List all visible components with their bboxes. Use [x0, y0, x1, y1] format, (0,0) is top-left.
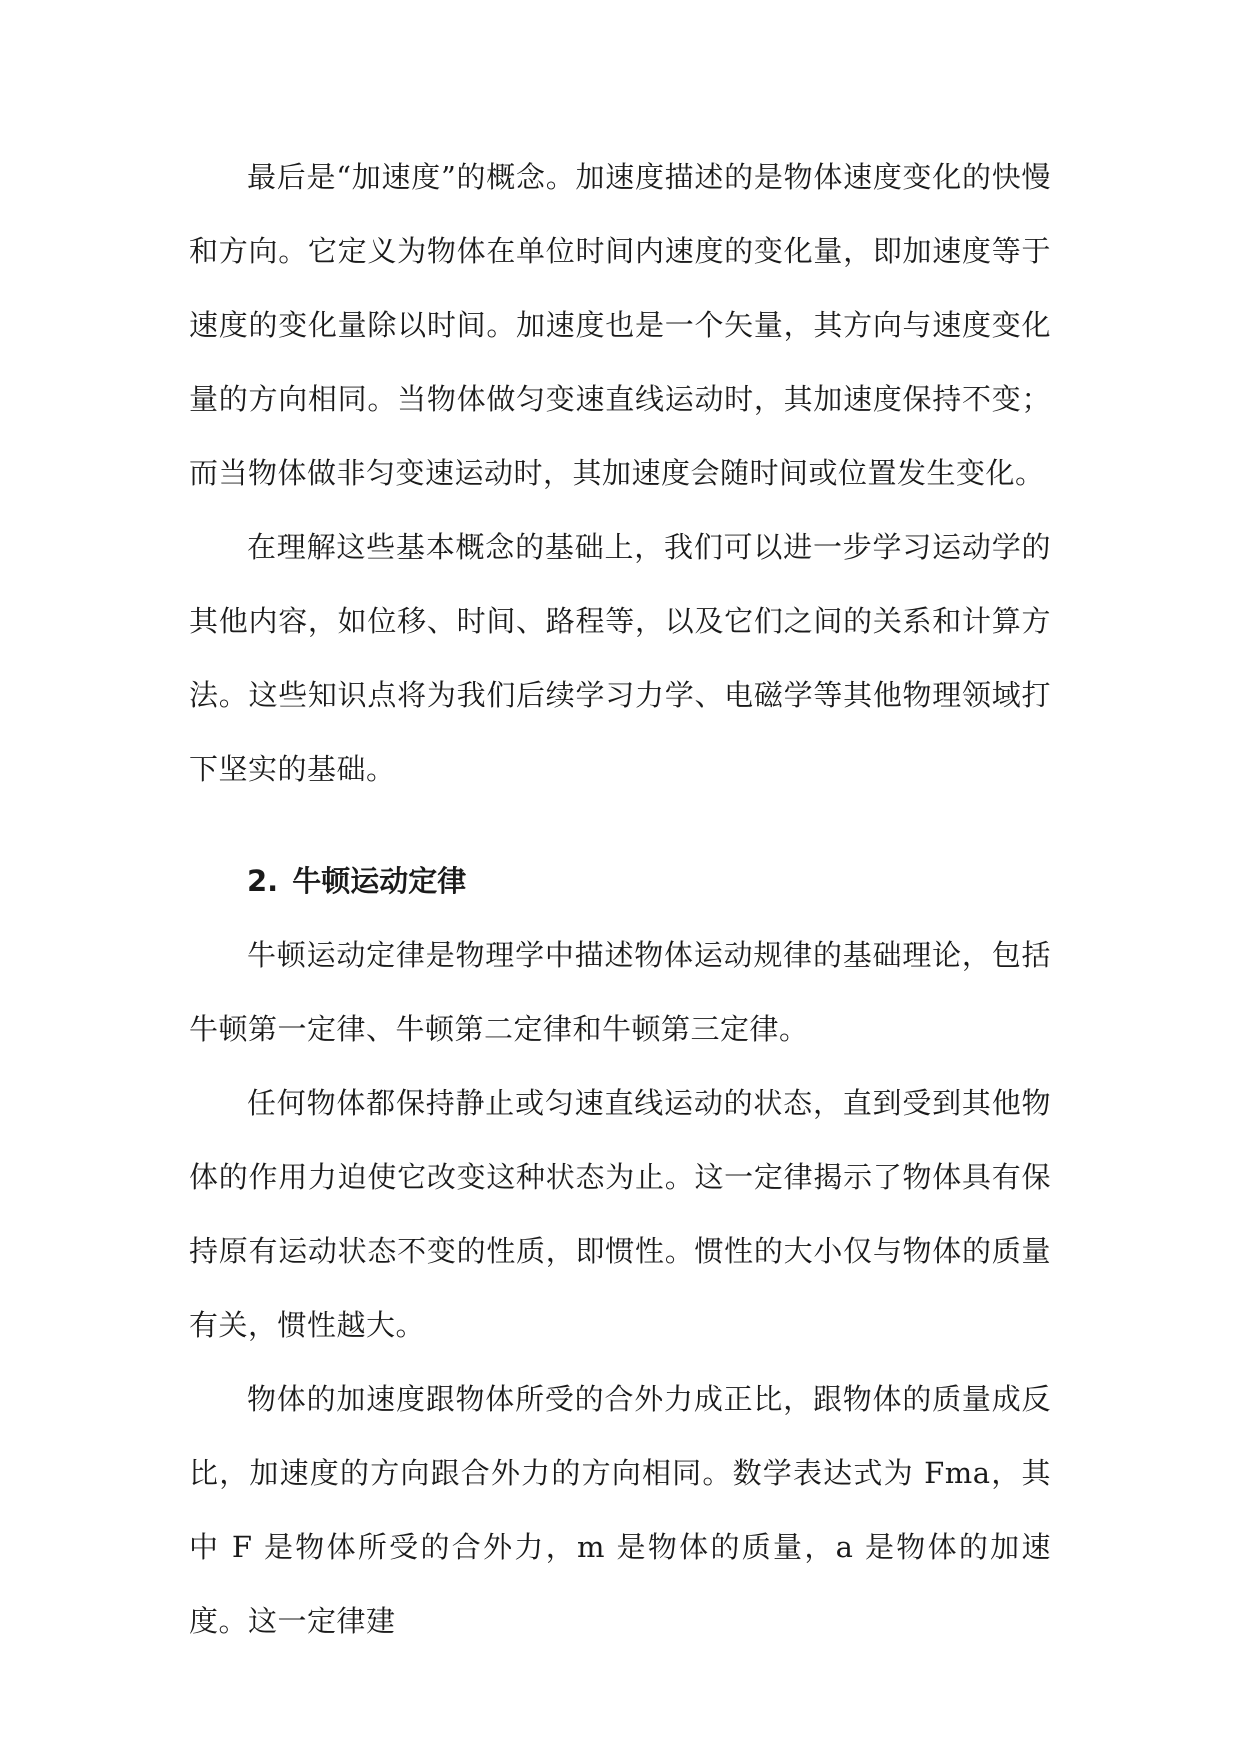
- section-title: 牛顿运动定律: [292, 864, 467, 898]
- paragraph-kinematics-summary: 在理解这些基本概念的基础上，我们可以进一步学习运动学的其他内容，如位移、时间、路程等，以及它们之间的关系和计算方法。这些知识点将为我们后续学习力学、电磁学等其他物理领域打下坚实的基础。: [189, 530, 1051, 786]
- paragraph-newton-first-law: 任何物体都保持静止或匀速直线运动的状态，直到受到其他物体的作用力迫使它改变这种状态为止。这一定律揭示了物体具有保持原有运动状态不变的性质，即惯性。惯性的大小仅与物体的质量有关，惯性越大。: [189, 1086, 1051, 1342]
- paragraph-acceleration: 最后是“加速度”的概念。加速度描述的是物体速度变化的快慢和方向。它定义为物体在单位时间内速度的变化量，即加速度等于速度的变化量除以时间。加速度也是一个矢量，其方向与速度变化量的方向相同。当物体做匀变速直线运动时，其加速度保持不变；而当物体做非匀变速运动时，其加速度会随时间或位置发生变化。: [189, 160, 1051, 490]
- document-page: [189, 140, 1051, 1658]
- section-heading: [189, 844, 1051, 918]
- section-number: 2.: [247, 864, 279, 898]
- paragraph-newton-intro: 牛顿运动定律是物理学中描述物体运动规律的基础理论，包括牛顿第一定律、牛顿第二定律和牛顿第三定律。: [189, 938, 1051, 1046]
- paragraph-newton-second-law: 物体的加速度跟物体所受的合外力成正比，跟物体的质量成反比，加速度的方向跟合外力的方向相同。数学表达式为 Fma，其中 F 是物体所受的合外力，m 是物体的质量，a 是物体的加速度。这一定律建: [189, 1382, 1051, 1638]
